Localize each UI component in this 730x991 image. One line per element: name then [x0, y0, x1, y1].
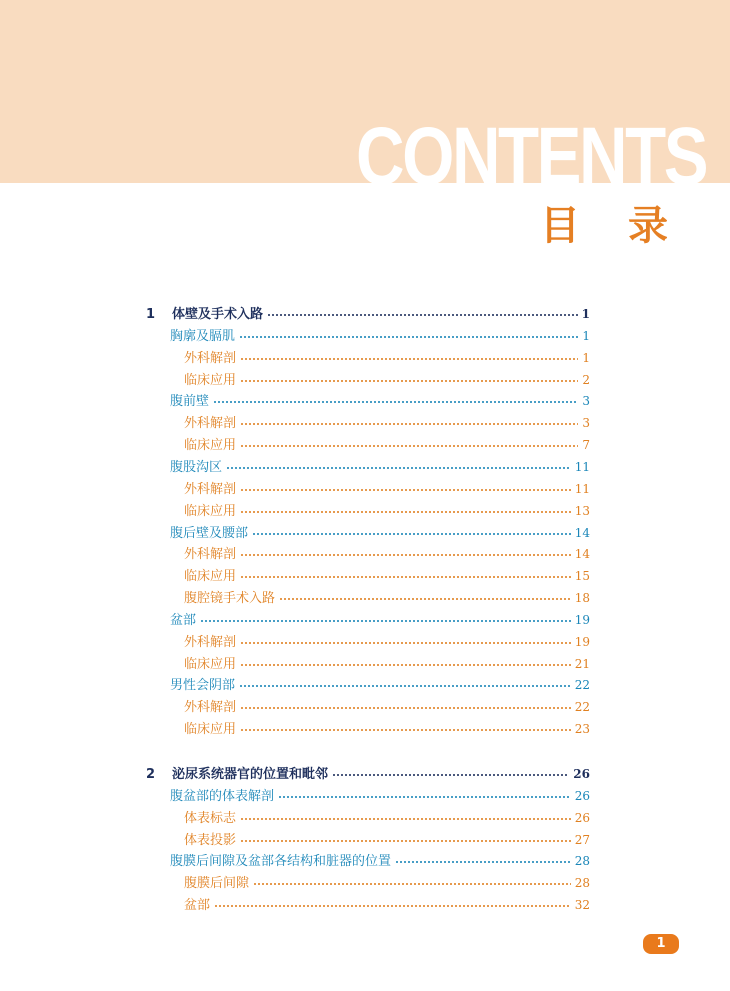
toc-page-number: 28: [574, 854, 590, 869]
toc-page-number: 11: [574, 459, 590, 474]
toc-page-number: 13: [574, 503, 590, 518]
page-title: 目录: [540, 203, 716, 249]
toc-dot-leader: [240, 553, 571, 557]
toc-entry-label: 临床应用: [184, 438, 237, 454]
toc-dot-leader: [240, 379, 578, 383]
toc-entry-label: 腹膜后间隙及盆部各结构和脏器的位置: [170, 854, 392, 870]
toc-subsection-row[interactable]: [184, 654, 590, 674]
toc-dot-leader: [240, 663, 571, 667]
toc-dot-leader: [332, 773, 569, 777]
toc-dot-leader: [239, 684, 571, 688]
toc-entry-label: 腹腔镜手术入路: [184, 591, 276, 607]
toc-section-row[interactable]: [170, 523, 590, 543]
toc-page-number: 1: [582, 350, 590, 365]
toc-entry-label: 外科解剖: [184, 416, 237, 432]
toc-entry-label: 外科解剖: [184, 547, 237, 563]
toc-section-row[interactable]: [170, 326, 590, 346]
toc-page-number: 32: [574, 898, 590, 913]
toc-entry-label: 外科解剖: [184, 634, 237, 650]
toc-entry-label: 体壁及手术入路: [172, 307, 264, 322]
toc-page-number: 22: [574, 700, 590, 715]
toc-entry-label: 泌尿系统器官的位置和毗邻: [172, 767, 329, 782]
toc-page-number: 27: [574, 832, 590, 847]
toc-entry-label: 腹后壁及腰部: [170, 525, 249, 541]
toc-entry-label: 临床应用: [184, 503, 237, 519]
toc-dot-leader: [395, 860, 571, 864]
toc-entry-label: 外科解剖: [184, 700, 237, 716]
toc-dot-leader: [240, 444, 578, 448]
toc-page-number: 1: [581, 307, 590, 321]
toc-page-number: 26: [574, 810, 590, 825]
toc-dot-leader: [226, 466, 571, 470]
toc-subsection-row[interactable]: [184, 566, 590, 586]
toc-dot-leader: [240, 641, 571, 645]
toc-page-number: 21: [574, 656, 590, 671]
toc-entry-label: 体表投影: [184, 832, 237, 848]
toc-page-number: 1: [582, 328, 590, 343]
toc-subsection-row[interactable]: [184, 435, 590, 455]
toc-dot-leader: [240, 817, 571, 821]
toc-page-number: 22: [574, 678, 590, 693]
toc-entry-label: 男性会阴部: [170, 678, 236, 694]
toc-entry-label: 临床应用: [184, 569, 237, 585]
toc-entry-label: 外科解剖: [184, 481, 237, 497]
toc-section-row[interactable]: [170, 675, 590, 695]
toc-page-number: 19: [574, 634, 590, 649]
toc-entry-label: 胸廓及膈肌: [170, 328, 236, 344]
toc-entry-label: 临床应用: [184, 656, 237, 672]
toc-dot-leader: [240, 422, 578, 426]
toc-page-number: 14: [574, 547, 590, 562]
toc-subsection-row[interactable]: [184, 544, 590, 564]
toc-subsection-row[interactable]: [184, 588, 590, 608]
toc-page-number: 15: [574, 569, 590, 584]
toc-dot-leader: [253, 882, 571, 886]
toc-dot-leader: [214, 904, 571, 908]
toc-section-row[interactable]: [170, 610, 590, 630]
toc-dot-leader: [278, 795, 571, 799]
toc-page-number: 19: [574, 612, 590, 627]
toc-chapter-number: 2: [146, 767, 156, 782]
toc-chapter-row[interactable]: [146, 304, 590, 324]
toc-section-row[interactable]: [170, 851, 590, 871]
toc-section-row[interactable]: [170, 786, 590, 806]
toc-subsection-row[interactable]: [184, 501, 590, 521]
toc-dot-leader: [279, 597, 571, 601]
toc-subsection-row[interactable]: [184, 348, 590, 368]
toc-entry-label: 腹盆部的体表解剖: [170, 788, 275, 804]
toc-page-number: 7: [582, 438, 590, 453]
toc-page-number: 23: [574, 722, 590, 737]
toc-entry-label: 外科解剖: [184, 350, 237, 366]
toc-subsection-row[interactable]: [184, 830, 590, 850]
toc-entry-label: 体表标志: [184, 810, 237, 826]
toc-subsection-row[interactable]: [184, 719, 590, 739]
toc-page-number: 18: [574, 591, 590, 606]
toc-dot-leader: [240, 510, 571, 514]
toc-page-number: 3: [582, 416, 590, 431]
toc-page-number: 26: [574, 788, 590, 803]
toc-subsection-row[interactable]: [184, 413, 590, 433]
toc-chapter-row[interactable]: [146, 764, 590, 784]
toc-page-number: 28: [574, 876, 590, 891]
toc-page-number: 26: [573, 767, 590, 781]
toc-dot-leader: [240, 575, 571, 579]
toc-dot-leader: [200, 619, 571, 623]
toc-page-number: 3: [582, 394, 590, 409]
toc-page-number: 2: [582, 372, 590, 387]
toc-dot-leader: [267, 313, 578, 317]
toc-dot-leader: [240, 488, 571, 492]
toc-page-number: 14: [574, 525, 590, 540]
banner-word: CONTENTS: [356, 111, 707, 202]
toc-subsection-row[interactable]: [184, 479, 590, 499]
toc-dot-leader: [240, 839, 571, 843]
toc-subsection-row[interactable]: [184, 370, 590, 390]
toc-entry-label: 腹前壁: [170, 394, 210, 410]
toc-page-number: 11: [574, 481, 590, 496]
toc-chapter-number: 1: [146, 307, 156, 322]
toc-dot-leader: [240, 357, 578, 361]
toc-dot-leader: [240, 728, 571, 732]
toc-subsection-row[interactable]: [184, 873, 590, 893]
toc-dot-leader: [213, 400, 578, 404]
toc-subsection-row[interactable]: [184, 697, 590, 717]
toc-section-row[interactable]: [170, 391, 590, 411]
toc-section-row[interactable]: [170, 457, 590, 477]
page-number-badge: 1: [643, 934, 679, 954]
toc-entry-label: 盆部: [184, 898, 211, 914]
toc-subsection-row[interactable]: [184, 632, 590, 652]
toc-entry-label: 临床应用: [184, 372, 237, 388]
toc-subsection-row[interactable]: [184, 895, 590, 915]
toc-subsection-row[interactable]: [184, 808, 590, 828]
toc-dot-leader: [240, 706, 571, 710]
toc-dot-leader: [239, 335, 578, 339]
toc-entry-label: 腹股沟区: [170, 459, 223, 475]
toc-dot-leader: [252, 532, 571, 536]
toc-entry-label: 盆部: [170, 612, 197, 628]
toc-entry-label: 腹膜后间隙: [184, 876, 250, 892]
toc-entry-label: 临床应用: [184, 722, 237, 738]
